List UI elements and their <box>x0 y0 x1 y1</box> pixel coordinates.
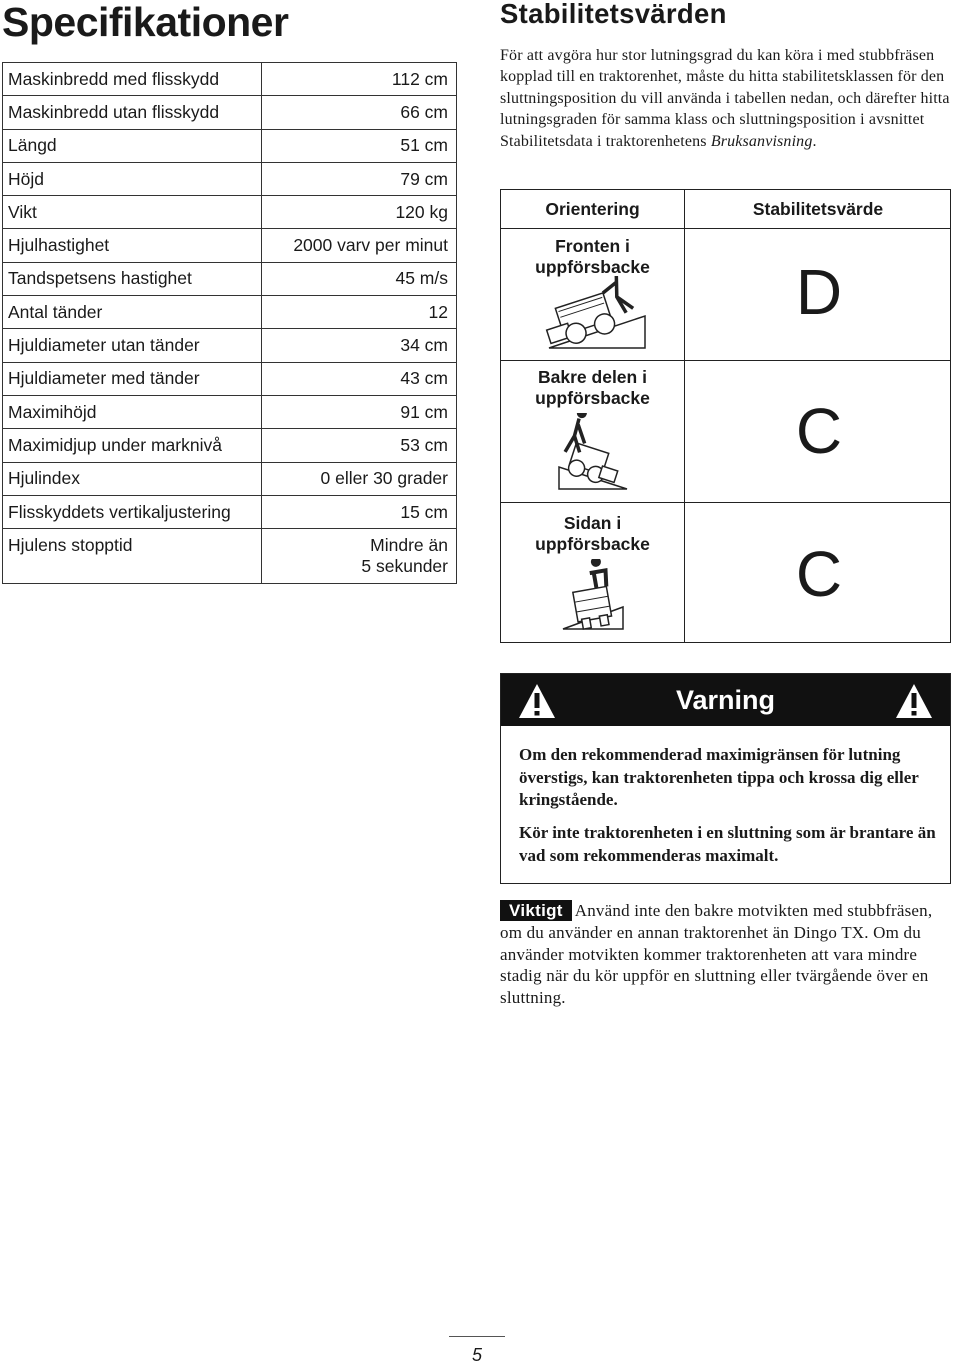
orientation-line: uppförsbacke <box>535 388 650 408</box>
important-text: Använd inte den bakre motvikten med stubbfräsen, om du använder en annan traktorenhet än Dingo TX. Om du använder motvikten kommer traktorenheten att vara mindre stadig när du kör uppför en sluttning eller tvärgående över en sluttning. <box>500 901 933 1008</box>
spec-label: Tandspetsens hastighet <box>3 262 262 295</box>
warning-title: Varning <box>675 685 776 715</box>
table-row <box>3 96 457 129</box>
spec-value: 34 cm <box>262 329 457 362</box>
stability-value: C <box>795 395 843 467</box>
stability-value: D <box>795 256 843 328</box>
spec-value: 91 cm <box>262 395 457 428</box>
spec-value: 53 cm <box>262 429 457 462</box>
orientation-line: Sidan i <box>563 513 622 533</box>
table-row <box>3 129 457 162</box>
manual-reference: Bruksanvisning <box>710 132 813 150</box>
table-row <box>501 228 950 360</box>
orientation-label <box>501 513 684 555</box>
table-row <box>3 196 457 229</box>
spec-value: 66 cm <box>262 96 457 129</box>
table-row <box>3 63 457 96</box>
table-row <box>3 229 457 262</box>
orientation-label <box>501 236 684 278</box>
footer-divider <box>449 1336 505 1337</box>
spec-value: 43 cm <box>262 362 457 395</box>
header-orientation: Orientering <box>545 199 640 219</box>
warning-triangle-icon <box>894 682 934 720</box>
spec-value <box>262 529 457 584</box>
page-title: Specifikationer <box>2 0 289 45</box>
orientation-label <box>501 367 684 409</box>
important-badge: Viktigt <box>500 900 572 921</box>
table-row <box>3 429 457 462</box>
spec-label: Hjuldiameter utan tänder <box>3 329 262 362</box>
important-note <box>500 900 958 1009</box>
warning-header <box>501 674 950 726</box>
spec-label: Hjuldiameter med tänder <box>3 362 262 395</box>
spec-label: Hjulens stopptid <box>3 529 262 584</box>
table-row <box>3 529 457 584</box>
warning-text: Kör inte traktorenheten i en sluttning som är brantare än vad som rekommenderas maximalt. <box>519 823 936 865</box>
spec-label: Höjd <box>3 162 262 195</box>
spec-value: 120 kg <box>262 196 457 229</box>
orientation-line: Fronten i <box>555 236 630 256</box>
spec-label: Maskinbredd med flisskydd <box>3 63 262 96</box>
table-row <box>501 360 950 503</box>
page-number: 5 <box>471 1345 482 1365</box>
spec-value-line: Mindre än <box>370 535 448 556</box>
spec-label: Hjulindex <box>3 462 262 495</box>
rear-uphill-illustration <box>553 413 631 499</box>
warning-box <box>500 673 951 884</box>
intro-text: För att avgöra hur stor lutningsgrad du kan köra i med stubbfräsen kopplad till en traktorenhet, måste du hitta stabilitetsklassen för den sluttningsposition du vill använda i tabellen nedan, och därefter hitta lutningsgraden för samma klass och sluttningsposition i avsnittet Stabilitetsdata i traktorenhetens <box>500 47 950 150</box>
spec-value: 12 <box>262 296 457 329</box>
intro-paragraph <box>500 45 958 152</box>
table-row <box>3 495 457 528</box>
spec-value-line: 5 sekunder <box>361 556 448 577</box>
spec-label: Maskinbredd utan flisskydd <box>3 96 262 129</box>
spec-value: 51 cm <box>262 129 457 162</box>
front-uphill-illustration <box>541 276 653 356</box>
warning-text: Om den rekommenderad maximigränsen för lutning överstigs, kan traktorenheten tippa och krossa dig eller kringstående. <box>519 745 919 809</box>
table-row <box>3 462 457 495</box>
spec-label: Antal tänder <box>3 296 262 329</box>
spec-value: 0 eller 30 grader <box>262 462 457 495</box>
table-row <box>501 502 950 643</box>
section-title: Stabilitetsvärden <box>500 0 727 29</box>
table-row <box>3 162 457 195</box>
spec-value: 2000 varv per minut <box>262 229 457 262</box>
spec-label: Längd <box>3 129 262 162</box>
spec-value: 45 m/s <box>262 262 457 295</box>
spec-value: 15 cm <box>262 495 457 528</box>
spec-label: Hjulhastighet <box>3 229 262 262</box>
spec-value: 79 cm <box>262 162 457 195</box>
orientation-line: uppförsbacke <box>535 257 650 277</box>
header-stability-value: Stabilitetsvärde <box>752 199 884 219</box>
stability-table <box>500 189 951 643</box>
table-row <box>3 395 457 428</box>
stability-value: C <box>795 538 843 610</box>
table-row <box>3 262 457 295</box>
specifications-table <box>2 62 457 584</box>
orientation-line: uppförsbacke <box>535 534 650 554</box>
spec-label: Maximidjup under marknivå <box>3 429 262 462</box>
orientation-line: Bakre delen i <box>538 367 647 387</box>
spec-label: Flisskyddets vertikaljustering <box>3 495 262 528</box>
table-header <box>501 190 950 229</box>
table-row <box>3 296 457 329</box>
table-row <box>3 362 457 395</box>
spec-label: Maximihöjd <box>3 395 262 428</box>
intro-end: . <box>812 132 817 150</box>
spec-value: 112 cm <box>262 63 457 96</box>
table-row <box>3 329 457 362</box>
spec-label: Vikt <box>3 196 262 229</box>
side-uphill-illustration <box>559 559 625 635</box>
